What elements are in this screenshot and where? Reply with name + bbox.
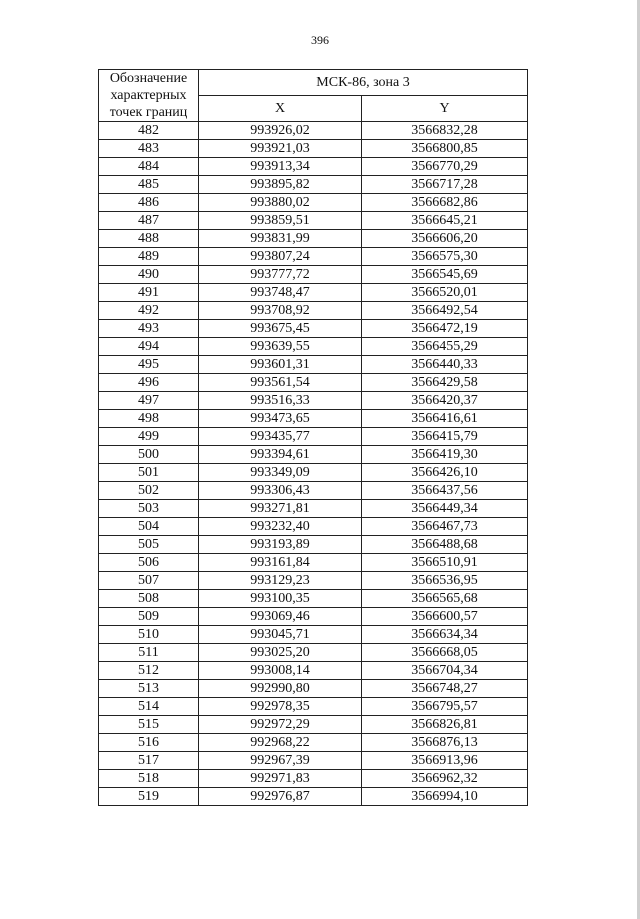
x-cell: 992971,83 — [199, 770, 362, 788]
point-cell: 485 — [99, 176, 199, 194]
y-cell: 3566467,73 — [362, 518, 528, 536]
point-cell: 496 — [99, 374, 199, 392]
y-cell: 3566606,20 — [362, 230, 528, 248]
x-cell: 993895,82 — [199, 176, 362, 194]
y-cell: 3566826,81 — [362, 716, 528, 734]
table-row — [99, 410, 528, 428]
x-cell: 993561,54 — [199, 374, 362, 392]
x-cell: 993161,84 — [199, 554, 362, 572]
x-cell: 993232,40 — [199, 518, 362, 536]
table-row — [99, 284, 528, 302]
y-cell: 3566449,34 — [362, 500, 528, 518]
table-row — [99, 680, 528, 698]
table-row — [99, 590, 528, 608]
table-row — [99, 788, 528, 806]
table-row — [99, 212, 528, 230]
y-cell: 3566795,57 — [362, 698, 528, 716]
table-row — [99, 158, 528, 176]
y-cell: 3566994,10 — [362, 788, 528, 806]
table-row — [99, 140, 528, 158]
point-cell: 517 — [99, 752, 199, 770]
table-row — [99, 536, 528, 554]
table-row — [99, 662, 528, 680]
x-cell: 993516,33 — [199, 392, 362, 410]
table-row — [99, 716, 528, 734]
y-cell: 3566575,30 — [362, 248, 528, 266]
header-x: X — [199, 96, 362, 122]
x-cell: 993306,43 — [199, 482, 362, 500]
table-row — [99, 554, 528, 572]
y-cell: 3566704,34 — [362, 662, 528, 680]
point-cell: 502 — [99, 482, 199, 500]
table-row — [99, 482, 528, 500]
x-cell: 993807,24 — [199, 248, 362, 266]
x-cell: 993880,02 — [199, 194, 362, 212]
table-row — [99, 518, 528, 536]
y-cell: 3566565,68 — [362, 590, 528, 608]
y-cell: 3566492,54 — [362, 302, 528, 320]
y-cell: 3566800,85 — [362, 140, 528, 158]
point-cell: 514 — [99, 698, 199, 716]
y-cell: 3566472,19 — [362, 320, 528, 338]
x-cell: 993708,92 — [199, 302, 362, 320]
point-cell: 501 — [99, 464, 199, 482]
point-cell: 491 — [99, 284, 199, 302]
table-row — [99, 464, 528, 482]
y-cell: 3566510,91 — [362, 554, 528, 572]
table-row — [99, 320, 528, 338]
table-row — [99, 428, 528, 446]
table-body — [99, 122, 528, 806]
x-cell: 993069,46 — [199, 608, 362, 626]
point-cell: 518 — [99, 770, 199, 788]
point-cell: 482 — [99, 122, 199, 140]
x-cell: 992972,29 — [199, 716, 362, 734]
y-cell: 3566545,69 — [362, 266, 528, 284]
x-cell: 993777,72 — [199, 266, 362, 284]
point-cell: 500 — [99, 446, 199, 464]
x-cell: 992968,22 — [199, 734, 362, 752]
y-cell: 3566426,10 — [362, 464, 528, 482]
point-cell: 493 — [99, 320, 199, 338]
point-cell: 506 — [99, 554, 199, 572]
y-cell: 3566536,95 — [362, 572, 528, 590]
table-row — [99, 248, 528, 266]
table-row — [99, 698, 528, 716]
table-row — [99, 752, 528, 770]
y-cell: 3566419,30 — [362, 446, 528, 464]
point-cell: 483 — [99, 140, 199, 158]
y-cell: 3566832,28 — [362, 122, 528, 140]
x-cell: 993045,71 — [199, 626, 362, 644]
x-cell: 993100,35 — [199, 590, 362, 608]
y-cell: 3566455,29 — [362, 338, 528, 356]
point-cell: 495 — [99, 356, 199, 374]
x-cell: 993926,02 — [199, 122, 362, 140]
point-cell: 489 — [99, 248, 199, 266]
header-y: Y — [362, 96, 528, 122]
point-cell: 497 — [99, 392, 199, 410]
x-cell: 993435,77 — [199, 428, 362, 446]
coordinates-table — [98, 69, 528, 806]
point-cell: 516 — [99, 734, 199, 752]
y-cell: 3566682,86 — [362, 194, 528, 212]
point-cell: 511 — [99, 644, 199, 662]
y-cell: 3566429,58 — [362, 374, 528, 392]
header-designation: Обозначение характерных точек границ — [99, 70, 199, 122]
x-cell: 992990,80 — [199, 680, 362, 698]
point-cell: 510 — [99, 626, 199, 644]
point-cell: 507 — [99, 572, 199, 590]
table-row — [99, 122, 528, 140]
y-cell: 3566770,29 — [362, 158, 528, 176]
x-cell: 993008,14 — [199, 662, 362, 680]
table-row — [99, 770, 528, 788]
y-cell: 3566748,27 — [362, 680, 528, 698]
x-cell: 993859,51 — [199, 212, 362, 230]
x-cell: 993601,31 — [199, 356, 362, 374]
x-cell: 993831,99 — [199, 230, 362, 248]
table-row — [99, 608, 528, 626]
y-cell: 3566437,56 — [362, 482, 528, 500]
point-cell: 513 — [99, 680, 199, 698]
point-cell: 487 — [99, 212, 199, 230]
x-cell: 993913,34 — [199, 158, 362, 176]
x-cell: 993129,23 — [199, 572, 362, 590]
x-cell: 993349,09 — [199, 464, 362, 482]
header-coordinate-system: МСК-86, зона 3 — [199, 70, 528, 96]
point-cell: 498 — [99, 410, 199, 428]
x-cell: 992967,39 — [199, 752, 362, 770]
y-cell: 3566520,01 — [362, 284, 528, 302]
table-row — [99, 338, 528, 356]
x-cell: 993473,65 — [199, 410, 362, 428]
point-cell: 512 — [99, 662, 199, 680]
x-cell: 992976,87 — [199, 788, 362, 806]
y-cell: 3566420,37 — [362, 392, 528, 410]
table-row — [99, 446, 528, 464]
point-cell: 519 — [99, 788, 199, 806]
table-row — [99, 392, 528, 410]
page-number: 396 — [311, 33, 329, 47]
x-cell: 993025,20 — [199, 644, 362, 662]
table-row — [99, 356, 528, 374]
point-cell: 484 — [99, 158, 199, 176]
point-cell: 515 — [99, 716, 199, 734]
point-cell: 508 — [99, 590, 199, 608]
point-cell: 499 — [99, 428, 199, 446]
x-cell: 992978,35 — [199, 698, 362, 716]
table-row — [99, 626, 528, 644]
y-cell: 3566416,61 — [362, 410, 528, 428]
point-cell: 505 — [99, 536, 199, 554]
table-row — [99, 302, 528, 320]
x-cell: 993193,89 — [199, 536, 362, 554]
x-cell: 993921,03 — [199, 140, 362, 158]
table-row — [99, 176, 528, 194]
table-row — [99, 374, 528, 392]
x-cell: 993748,47 — [199, 284, 362, 302]
point-cell: 492 — [99, 302, 199, 320]
table-row — [99, 230, 528, 248]
y-cell: 3566913,96 — [362, 752, 528, 770]
table-row — [99, 572, 528, 590]
point-cell: 488 — [99, 230, 199, 248]
point-cell: 490 — [99, 266, 199, 284]
y-cell: 3566415,79 — [362, 428, 528, 446]
y-cell: 3566962,32 — [362, 770, 528, 788]
x-cell: 993394,61 — [199, 446, 362, 464]
y-cell: 3566645,21 — [362, 212, 528, 230]
table-row — [99, 266, 528, 284]
y-cell: 3566440,33 — [362, 356, 528, 374]
point-cell: 503 — [99, 500, 199, 518]
y-cell: 3566600,57 — [362, 608, 528, 626]
y-cell: 3566634,34 — [362, 626, 528, 644]
y-cell: 3566668,05 — [362, 644, 528, 662]
y-cell: 3566488,68 — [362, 536, 528, 554]
table-row — [99, 734, 528, 752]
x-cell: 993675,45 — [199, 320, 362, 338]
x-cell: 993271,81 — [199, 500, 362, 518]
point-cell: 509 — [99, 608, 199, 626]
y-cell: 3566876,13 — [362, 734, 528, 752]
point-cell: 494 — [99, 338, 199, 356]
x-cell: 993639,55 — [199, 338, 362, 356]
point-cell: 486 — [99, 194, 199, 212]
point-cell: 504 — [99, 518, 199, 536]
y-cell: 3566717,28 — [362, 176, 528, 194]
table-row — [99, 194, 528, 212]
table-row — [99, 644, 528, 662]
table-row — [99, 500, 528, 518]
